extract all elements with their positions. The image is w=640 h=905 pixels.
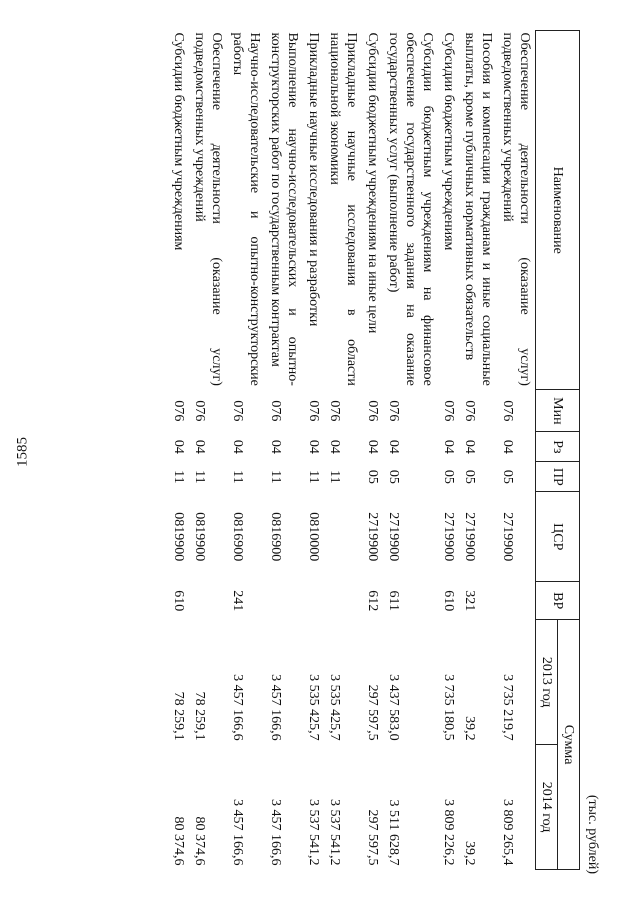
cell-2014: 3 537 541,2	[327, 799, 342, 866]
table-row	[227, 31, 265, 870]
cell-2014: 80 374,6	[171, 816, 186, 866]
cell-pr: 11	[230, 470, 245, 484]
table-row	[265, 31, 303, 870]
cell-min: 076	[268, 400, 283, 422]
cell-min: 076	[230, 400, 245, 422]
cell-pr: 11	[268, 470, 283, 484]
cell-vr	[324, 582, 362, 620]
cell-min: 076	[171, 400, 186, 422]
cell-rz: 04	[171, 439, 186, 454]
header-vr: ВР	[536, 582, 580, 620]
cell-name: Обеспечение деятельности (оказание услуг) подведомственных учреждений	[500, 32, 532, 386]
cell-csr: 0810000	[306, 512, 321, 562]
cell-vr: 610	[441, 590, 456, 612]
cell-csr: 2719900	[386, 512, 401, 562]
table-row	[362, 31, 383, 870]
table-body	[168, 31, 536, 870]
cell-2013: 3 535 425,7	[306, 674, 321, 741]
cell-rz: 04	[192, 439, 207, 454]
cell-name: Пособия и компенсации гражданам и иные социальные выплаты, кроме публичных нормативных обязательств	[462, 32, 494, 386]
cell-pr: 05	[386, 469, 401, 484]
cell-csr: 2719900	[365, 512, 380, 562]
cell-csr: 2719900	[500, 512, 515, 562]
cell-name: Субсидии бюджетным учреждениям на финансовое обеспечение государственного задания на оказание государственных услуг (выполнение работ)	[386, 32, 435, 386]
cell-2013: 3 735 180,5	[441, 674, 456, 741]
cell-pr: 05	[462, 469, 477, 484]
cell-2013: 3 437 583,0	[386, 674, 401, 741]
cell-2014: 39,2	[462, 841, 477, 866]
cell-csr: 0819900	[171, 512, 186, 562]
cell-csr	[324, 492, 362, 582]
cell-pr: 11	[192, 470, 207, 484]
cell-rz: 04	[441, 439, 456, 454]
table-row	[189, 31, 227, 870]
cell-rz: 04	[268, 439, 283, 454]
cell-rz: 04	[306, 439, 321, 454]
cell-rz: 04	[386, 439, 401, 454]
cell-pr: 05	[500, 469, 515, 484]
page-number: 1585	[14, 437, 31, 467]
cell-pr: 11	[306, 470, 321, 484]
cell-2014: 3 809 265,4	[500, 799, 515, 866]
cell-2014: 3 511 628,7	[386, 799, 401, 866]
cell-2013: 78 259,1	[192, 691, 207, 741]
cell-csr: 0816900	[230, 512, 245, 562]
cell-2014: 297 597,5	[365, 809, 380, 866]
cell-vr	[497, 582, 536, 620]
header-csr: ЦСР	[536, 492, 580, 582]
cell-name: Прикладные научные исследования в области национальной экономики	[327, 32, 359, 386]
cell-min: 076	[386, 400, 401, 422]
table-row	[324, 31, 362, 870]
cell-2013: 78 259,1	[171, 691, 186, 741]
cell-vr: 241	[230, 590, 245, 612]
cell-vr: 321	[462, 590, 477, 612]
table-row	[383, 31, 438, 870]
table-row	[459, 31, 497, 870]
cell-2014: 3 457 166,6	[230, 799, 245, 866]
cell-min: 076	[462, 400, 477, 422]
cell-rz: 04	[327, 439, 342, 454]
cell-csr: 2719900	[441, 512, 456, 562]
cell-2013: 3 457 166,6	[230, 674, 245, 741]
rotated-table-area	[80, 30, 600, 880]
cell-csr: 0816900	[268, 512, 283, 562]
cell-pr: 11	[171, 470, 186, 484]
header-pr: ПР	[536, 462, 580, 492]
units-note: (тыс. рублей)	[585, 794, 600, 874]
cell-pr: 05	[365, 469, 380, 484]
cell-pr: 05	[441, 469, 456, 484]
table-row	[497, 31, 536, 870]
cell-2014: 3 457 166,6	[268, 799, 283, 866]
cell-name: Обеспечение деятельности (оказание услуг) подведомственных учреждений	[192, 32, 224, 386]
cell-name: Прикладные научные исследования и разработки	[306, 32, 321, 327]
cell-2014: 3 809 226,2	[441, 799, 456, 866]
cell-vr	[265, 582, 303, 620]
cell-2013: 39,2	[462, 716, 477, 741]
cell-name: Субсидии бюджетным учреждениям	[441, 32, 456, 251]
cell-2013: 297 597,5	[365, 684, 380, 741]
cell-name: Субсидии бюджетным учреждениям на иные цели	[365, 32, 380, 334]
cell-csr: 0819900	[192, 512, 207, 562]
cell-min: 076	[441, 400, 456, 422]
cell-min: 076	[327, 400, 342, 422]
cell-name: Научно-исследовательские и опытно-конструкторские работы	[230, 32, 262, 386]
header-min: Мин	[536, 390, 580, 432]
cell-vr	[189, 582, 227, 620]
header-name: Наименование	[536, 31, 580, 390]
cell-vr	[303, 582, 324, 620]
cell-min: 076	[500, 400, 515, 422]
cell-min: 076	[306, 400, 321, 422]
table-row	[168, 31, 189, 870]
cell-csr: 2719900	[462, 512, 477, 562]
table-row	[303, 31, 324, 870]
header-2013: 2013 год	[536, 620, 558, 745]
cell-min: 076	[365, 400, 380, 422]
cell-2014: 3 537 541,2	[306, 799, 321, 866]
cell-name: Выполнение научно-исследовательских и опытно-конструкторских работ по государственным контрактам	[268, 32, 300, 386]
header-sum: Сумма	[558, 620, 580, 870]
cell-min: 076	[192, 400, 207, 422]
cell-2014: 80 374,6	[192, 816, 207, 866]
cell-2013: 3 735 219,7	[500, 674, 515, 741]
cell-vr: 612	[365, 590, 380, 612]
cell-pr: 11	[327, 470, 342, 484]
cell-rz: 04	[462, 439, 477, 454]
table-row	[438, 31, 459, 870]
cell-name: Субсидии бюджетным учреждениям	[171, 32, 186, 251]
header-2014: 2014 год	[536, 745, 558, 870]
cell-vr: 611	[386, 590, 401, 611]
cell-rz: 04	[365, 439, 380, 454]
cell-rz: 04	[500, 439, 515, 454]
table-header	[536, 31, 580, 870]
budget-table	[168, 30, 580, 870]
cell-2013: 3 535 425,7	[327, 674, 342, 741]
header-rz: Рз	[536, 432, 580, 462]
cell-rz: 04	[230, 439, 245, 454]
cell-vr: 610	[171, 590, 186, 612]
cell-2013: 3 457 166,6	[268, 674, 283, 741]
